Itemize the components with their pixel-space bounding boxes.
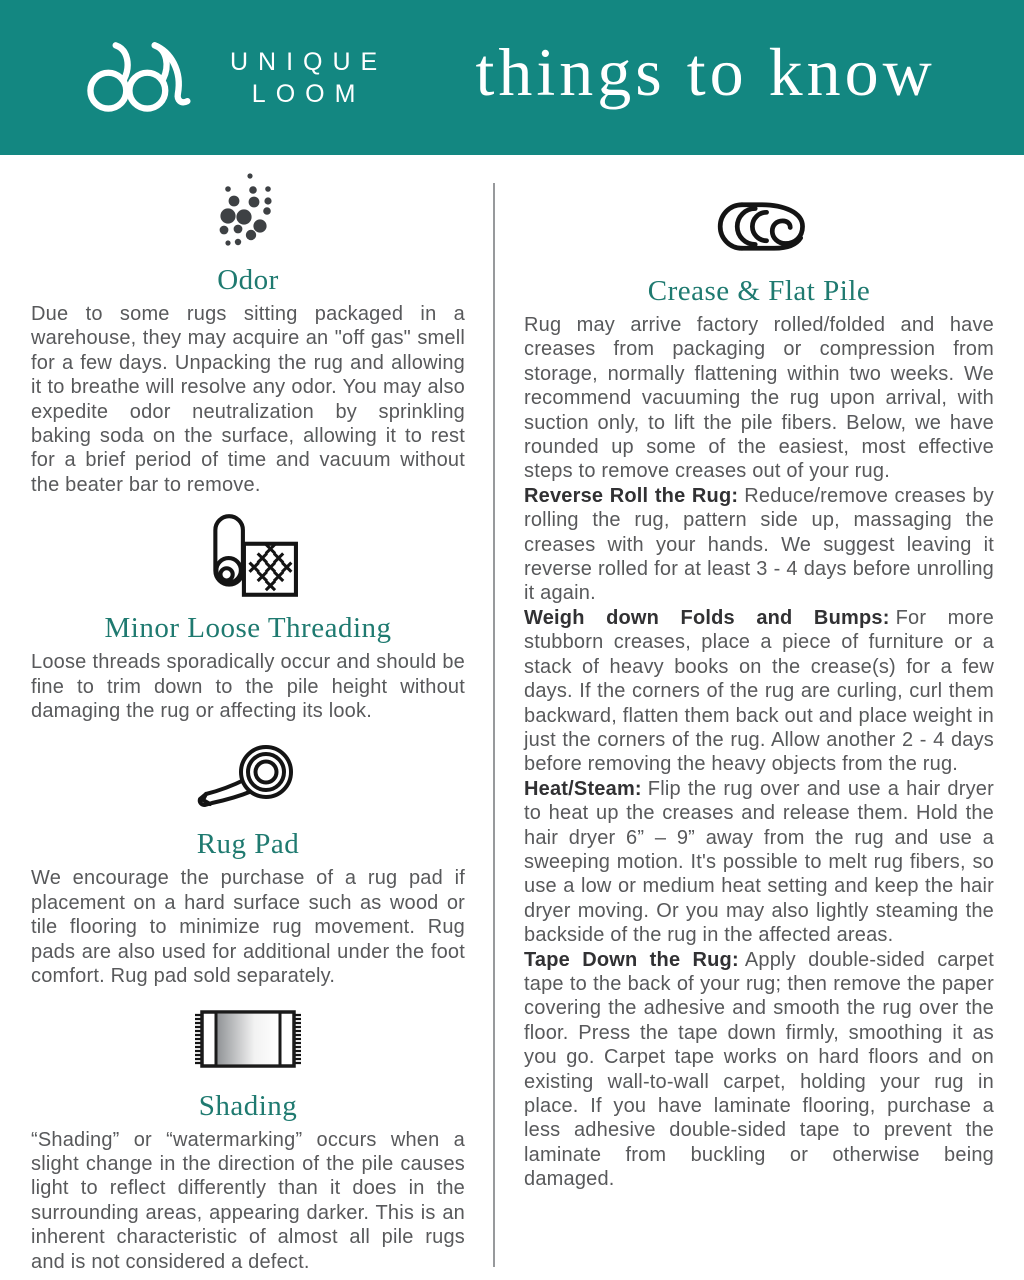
section-heading: Crease & Flat Pile: [647, 275, 871, 307]
section-minor-loose-threading: [31, 511, 465, 723]
tip-weigh-down: [524, 606, 994, 777]
content: [0, 155, 1024, 1274]
right-column: [524, 155, 994, 1192]
section-heading: Rug Pad: [196, 828, 300, 861]
tip-tape-down: [524, 948, 994, 1192]
column-divider: [493, 183, 495, 1267]
section-heading: Shading: [198, 1089, 298, 1122]
brand-line2: LOOM: [251, 79, 366, 108]
section-odor: [31, 171, 465, 497]
header-banner: [0, 0, 1024, 155]
unique-loom-dd-logo-icon: [82, 38, 200, 118]
left-column: [31, 155, 465, 1274]
section-body: Loose threads sporadically occur and should be fine to trim down to the pile height without damaging the rug or affecting its look.: [31, 651, 465, 723]
section-body: Rug may arrive factory rolled/folded and have creases from packaging or compression from storage, normally flattening within two weeks. We recommend vacuuming the rug upon arrival, with suction only, to lift the pile fibers. Below, we have rounded up some of the easiest, most effective steps to remove creases out of your rug.: [524, 314, 994, 483]
rug-pad-roll-icon: [31, 741, 465, 818]
shaded-rug-fringe-icon: [31, 1005, 465, 1078]
tip-reverse-roll: [524, 484, 994, 606]
tip-label: Weigh down Folds and Bumps:: [524, 606, 890, 629]
odor-particles-icon: [31, 171, 465, 256]
brand-wordmark: [220, 46, 387, 110]
section-body: We encourage the purchase of a rug pad if placement on a hard surface such as wood or tile flooring to minimize rug movement. Rug pads are also used for additional under the foot comfort. Rug pad sold separately.: [31, 867, 465, 988]
rolled-rug-spiral-icon: [524, 199, 994, 259]
section-shading: [31, 1005, 465, 1274]
tip-label: Heat/Steam:: [524, 777, 642, 800]
brand: [82, 38, 387, 118]
page-title: things to know: [475, 34, 936, 110]
brand-line1: UNIQUE: [230, 47, 388, 76]
tip-text: Reduce/remove creases by rolling the rug, pattern side up, massaging the creases with your hands. We suggest leaving it reverse rolled for at least 3 - 4 days before unrolling it again.: [524, 484, 995, 605]
tip-heat-steam: [524, 777, 994, 948]
tip-label: Tape Down the Rug:: [524, 948, 739, 971]
section-body: “Shading” or “watermarking” occurs when a slight change in the direction of the pile causes light to reflect differently than it does in the surrounding areas, appearing darker. This is an inherent characteristic of almost all pile rugs and is not considered a defect.: [31, 1128, 465, 1273]
rolled-rug-crosshatch-icon: [31, 511, 465, 606]
section-heading: Odor: [217, 264, 279, 296]
section-heading: Minor Loose Threading: [104, 612, 392, 645]
tip-text: For more stubborn creases, place a piece of furniture or a stack of heavy books on the crease(s) for a few days. If the corners of the rug are curling, curl them backward, flatten them back out and place weight in just the corners of the rug. Allow another 2 - 4 days before removing the heavy objects from the rug.: [524, 606, 994, 776]
section-crease-flat-pile: [524, 199, 994, 484]
tip-text: Flip the rug over and use a hair dryer to heat up the creases and release them. Hold the hair dryer 6” – 9” away from the rug and use a sweeping motion. It's possible to melt rug fibers, so use a low or medium heat setting and keep the hair dryer moving. Or you may also lightly steaming the backside of the rug in the affected areas.: [524, 777, 994, 947]
section-body: Due to some rugs sitting packaged in a warehouse, they may acquire an "off gas" smell for a few days. Unpacking the rug and allowing it to breathe will resolve any odor. You may also expedite odor neutralization by sprinkling baking soda on the surface, allowing it to rest for a brief period of time and vacuum without the beater bar to remove.: [31, 303, 465, 496]
section-rug-pad: [31, 741, 465, 988]
tip-label: Reverse Roll the Rug:: [524, 484, 739, 507]
tip-text: Apply double-sided carpet tape to the back of your rug; then remove the paper covering the adhesive and smooth the rug over the floor. Press the tape down firmly, smoothing it as you go. Carpet tape works on hard floors and on existing wall-to-wall carpet, holding your rug in place. If you have laminate flooring, purchase a less adhesive double-sided tape to prevent the laminate from buckling or otherwise being damaged.: [524, 948, 995, 1191]
